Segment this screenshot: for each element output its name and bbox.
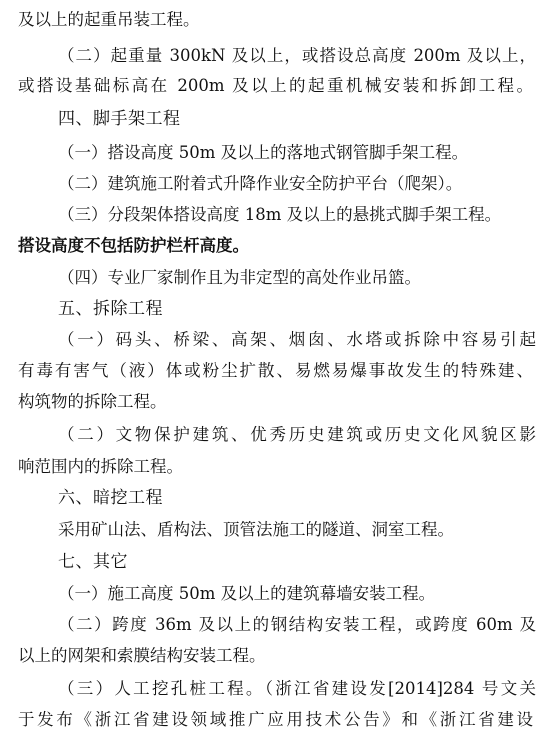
- text-line: （三）分段架体搭设高度 18m 及以上的悬挑式脚手架工程。: [58, 205, 502, 224]
- bold-note: 搭设高度不包括防护栏杆高度。: [18, 236, 249, 255]
- section-heading: 五、拆除工程: [58, 299, 163, 319]
- text-line: （二）跨度 36m 及以上的钢结构安装工程，或跨度 60m 及: [58, 615, 536, 634]
- text-line: 于发布《浙江省建设领域推广应用技术公告》和《浙江省建设: [18, 710, 533, 729]
- section-heading: 七、其它: [58, 552, 128, 572]
- text-line: （三）人工挖孔桩工程。（浙江省建设发[2014]284 号文关: [58, 679, 536, 698]
- text-line: 采用矿山法、盾构法、顶管法施工的隧道、洞室工程。: [58, 520, 454, 539]
- text-line: （二）建筑施工附着式升降作业安全防护平台（爬架）。: [58, 174, 463, 193]
- text-line: （一）搭设高度 50m 及以上的落地式钢管脚手架工程。: [58, 143, 469, 162]
- text-line: 及以上的起重吊装工程。: [18, 10, 200, 29]
- text-line: 有毒有害气（液）体或粉尘扩散、易燃易爆事故发生的特殊建、: [18, 361, 533, 380]
- text-line: 以上的网架和索膜结构安装工程。: [18, 646, 266, 665]
- section-heading: 四、脚手架工程: [58, 109, 181, 129]
- text-line: （一）施工高度 50m 及以上的建筑幕墙安装工程。: [58, 584, 436, 603]
- section-heading: 六、暗挖工程: [58, 488, 163, 508]
- text-line: （二）起重量 300kN 及以上，或搭设总高度 200m 及以上，: [58, 46, 536, 65]
- text-line: （一）码头、桥梁、高架、烟囱、水塔或拆除中容易引起: [58, 330, 536, 349]
- text-line: （二）文物保护建筑、优秀历史建筑或历史文化风貌区影: [58, 425, 536, 444]
- text-line: （四）专业厂家制作且为非定型的高处作业吊篮。: [58, 268, 421, 287]
- text-line: 响范围内的拆除工程。: [18, 457, 183, 476]
- text-line: 或搭设基础标高在 200m 及以上的起重机械安装和拆卸工程。: [18, 76, 533, 95]
- text-line: 构筑物的拆除工程。: [18, 392, 167, 411]
